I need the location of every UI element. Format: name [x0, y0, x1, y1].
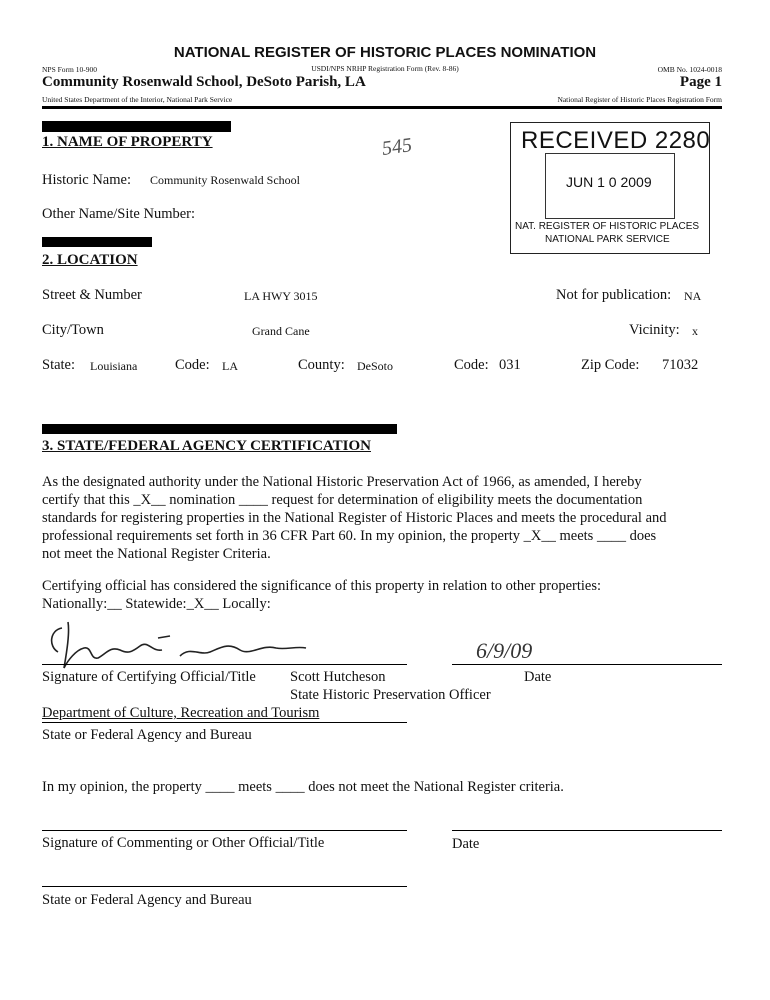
significance-paragraph	[42, 577, 722, 613]
not-for-publication-label: Not for publication:	[556, 287, 672, 303]
agency-line-2	[42, 886, 407, 887]
stamp-date-box	[545, 153, 675, 219]
official-title: State Historic Preservation Officer	[290, 687, 491, 703]
section1-bar	[42, 121, 231, 132]
county-code-label: Code:	[454, 357, 489, 373]
state-label: State:	[42, 357, 76, 373]
certification-line-4: professional requirements set forth in 36 CFR Part 60. In my opinion, the property _X__ meets ____ does	[42, 528, 657, 544]
significance-line-1: Certifying official has considered the significance of this property in relation to other properties:	[42, 578, 602, 594]
official-name: Scott Hutcheson	[290, 669, 386, 685]
form-number: NPS Form 10-900	[42, 65, 98, 74]
comment-date-line	[452, 830, 722, 831]
omb-number: OMB No. 1024-0018	[657, 65, 722, 74]
section2-heading: 2. LOCATION	[42, 252, 138, 268]
street-label: Street & Number	[42, 287, 142, 303]
state-value: Louisiana	[90, 359, 138, 373]
county-code-value: 031	[499, 357, 521, 373]
section3-heading: 3. STATE/FEDERAL AGENCY CERTIFICATION	[42, 438, 371, 454]
handwritten-signature	[40, 616, 310, 674]
comment-signature-line	[42, 830, 407, 831]
section2-bar	[42, 237, 152, 247]
form-name: USDI/NPS NRHP Registration Form (Rev. 8-86)	[311, 64, 459, 73]
department-label: United States Department of the Interior, National Park Service	[42, 95, 233, 104]
other-name-label: Other Name/Site Number:	[42, 206, 196, 222]
vicinity-label: Vicinity:	[629, 322, 680, 338]
agency-label: State or Federal Agency and Bureau	[42, 727, 252, 743]
department-line	[42, 722, 407, 723]
handwritten-number: 545	[380, 134, 414, 160]
stamp-date: JUN 1 0 2009	[566, 174, 652, 190]
certification-line-5: not meet the National Register Criteria.	[42, 546, 271, 562]
certifying-date-line	[452, 664, 722, 665]
county-value: DeSoto	[357, 359, 393, 373]
stamp-line-2: NATIONAL PARK SERVICE	[545, 234, 670, 245]
department-name: Department of Culture, Recreation and Tourism	[42, 705, 320, 721]
property-title: Community Rosenwald School, DeSoto Parish, LA	[42, 74, 366, 90]
county-label: County:	[298, 357, 345, 373]
street-value: LA HWY 3015	[244, 289, 318, 303]
certification-line-2: certify that this _X__ nomination ____ request for determination of eligibility meets the documentation	[42, 492, 643, 508]
certifying-date-label: Date	[524, 669, 552, 685]
stamp-line-1: NAT. REGISTER OF HISTORIC PLACES	[515, 221, 700, 232]
certification-line-3: standards for registering properties in the National Register of Historic Places and meets the procedural and	[42, 510, 667, 526]
section1-heading: 1. NAME OF PROPERTY	[42, 134, 213, 150]
comment-date-label: Date	[452, 836, 480, 852]
certifying-signature-label: Signature of Certifying Official/Title	[42, 669, 256, 685]
historic-name-label: Historic Name:	[42, 172, 131, 188]
certification-paragraph	[42, 473, 722, 563]
not-for-publication-value: NA	[684, 289, 702, 303]
city-label: City/Town	[42, 322, 104, 338]
header-rule	[42, 106, 722, 109]
page-number: Page 1	[679, 74, 722, 90]
handwritten-date: 6/9/09	[476, 638, 533, 663]
zip-value: 71032	[662, 357, 699, 373]
document-title: NATIONAL REGISTER OF HISTORIC PLACES NOMINATION	[173, 44, 597, 61]
section3-bar	[42, 424, 397, 434]
historic-name-value: Community Rosenwald School	[150, 173, 300, 187]
state-code-label: Code:	[175, 357, 210, 373]
comment-signature-label: Signature of Commenting or Other Official/Title	[42, 835, 325, 851]
agency-label-2: State or Federal Agency and Bureau	[42, 892, 252, 908]
received-stamp	[510, 122, 710, 254]
certification-line-1: As the designated authority under the National Historic Preservation Act of 1966, as amended, I hereby	[42, 474, 642, 490]
significance-line-2: Nationally:__ Statewide:_X__ Locally:	[42, 596, 271, 612]
state-code-value: LA	[222, 359, 238, 373]
zip-label: Zip Code:	[581, 357, 640, 373]
certifying-signature-line	[42, 664, 407, 665]
vicinity-value: x	[692, 324, 698, 338]
city-value: Grand Cane	[252, 324, 310, 338]
opinion-statement: In my opinion, the property ____ meets ____ does not meet the National Register criteria.	[42, 779, 564, 795]
registration-form-label: National Register of Historic Places Registration Form	[557, 95, 722, 104]
stamp-received: RECEIVED 2280	[521, 127, 711, 154]
